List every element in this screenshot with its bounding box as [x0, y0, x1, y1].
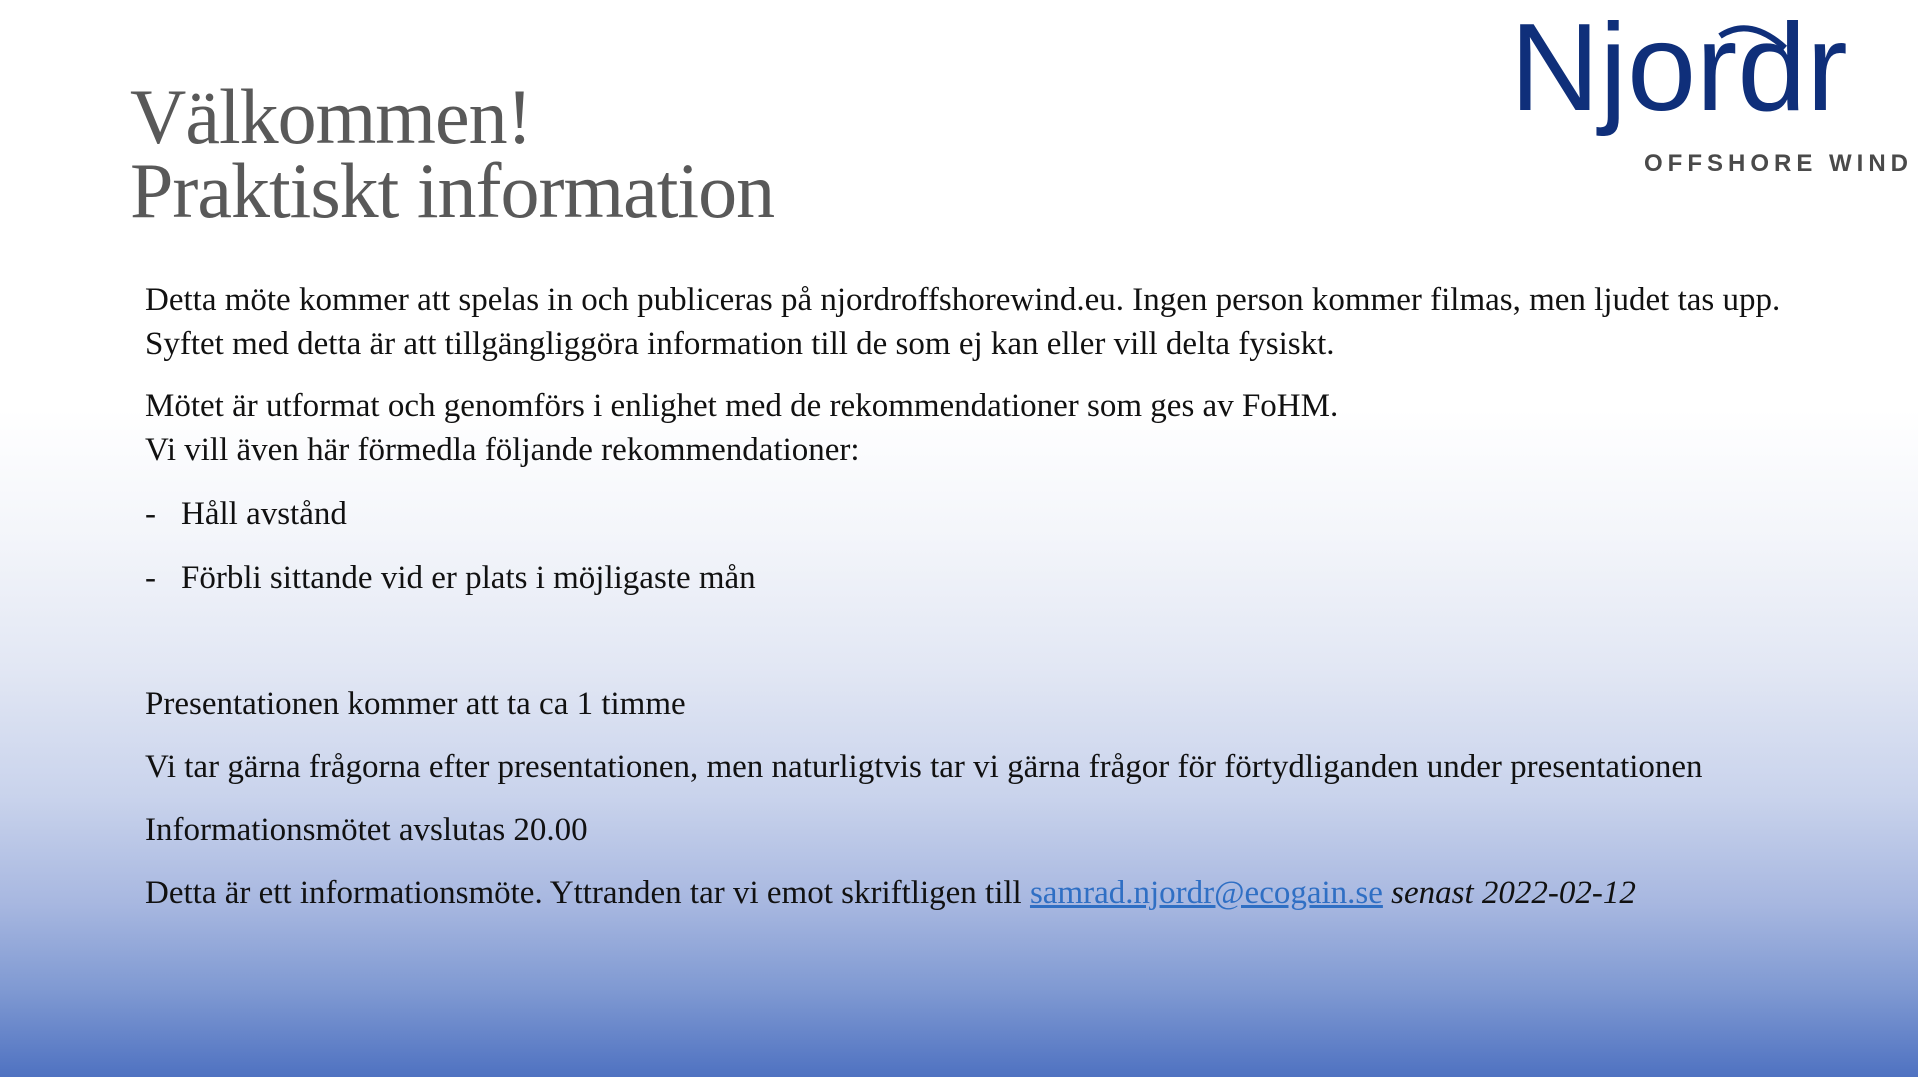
logo-subtitle: OFFSHORE WIND	[1644, 150, 1910, 177]
recommendations-intro	[145, 384, 1845, 472]
list-item	[145, 492, 1845, 536]
spacer	[145, 620, 1845, 682]
contact-info	[145, 871, 1845, 915]
content-body	[145, 278, 1845, 934]
bullet-text: Förbli sittande vid er plats i möjligaste mån	[181, 560, 756, 596]
duration-info: Presentationen kommer att ta ca 1 timme	[145, 686, 686, 722]
page-title	[130, 73, 775, 234]
title-line-practical-info: Praktiskt information	[130, 147, 775, 234]
title-line-welcome: Välkommen!	[130, 73, 532, 160]
bullet-text: Håll avstånd	[181, 496, 347, 532]
bullet-marker: -	[145, 560, 156, 596]
bullet-marker: -	[145, 496, 156, 532]
logo-wordmark: Njordr	[1510, 8, 1848, 137]
recording-notice: Detta möte kommer att spelas in och publiceras på njordroffshorewind.eu. Ingen person kommer filmas, men ljudet tas upp. Syftet med detta är att tillgängliggöra information till de som ej kan eller vill delta fysiskt.	[145, 282, 1781, 362]
njordr-logo-graphic	[1510, 8, 1910, 183]
recommendations-lead: Vi vill även här förmedla följande rekommendationer:	[145, 432, 860, 468]
contact-deadline: senast 2022-02-12	[1391, 875, 1636, 911]
end-time-info: Informationsmötet avslutas 20.00	[145, 812, 588, 848]
list-item	[145, 556, 1845, 600]
questions-info: Vi tar gärna frågorna efter presentationen, men naturligtvis tar vi gärna frågor för förtydliganden under presentationen	[145, 749, 1703, 785]
njordr-logo	[1510, 8, 1910, 183]
fohm-statement: Mötet är utformat och genomförs i enlighet med de rekommendationer som ges av FoHM.	[145, 388, 1339, 424]
contact-email-link[interactable]: samrad.njordr@ecogain.se	[1029, 875, 1383, 911]
contact-prefix: Detta är ett informationsmöte. Yttranden tar vi emot skriftligen till	[145, 875, 1030, 911]
